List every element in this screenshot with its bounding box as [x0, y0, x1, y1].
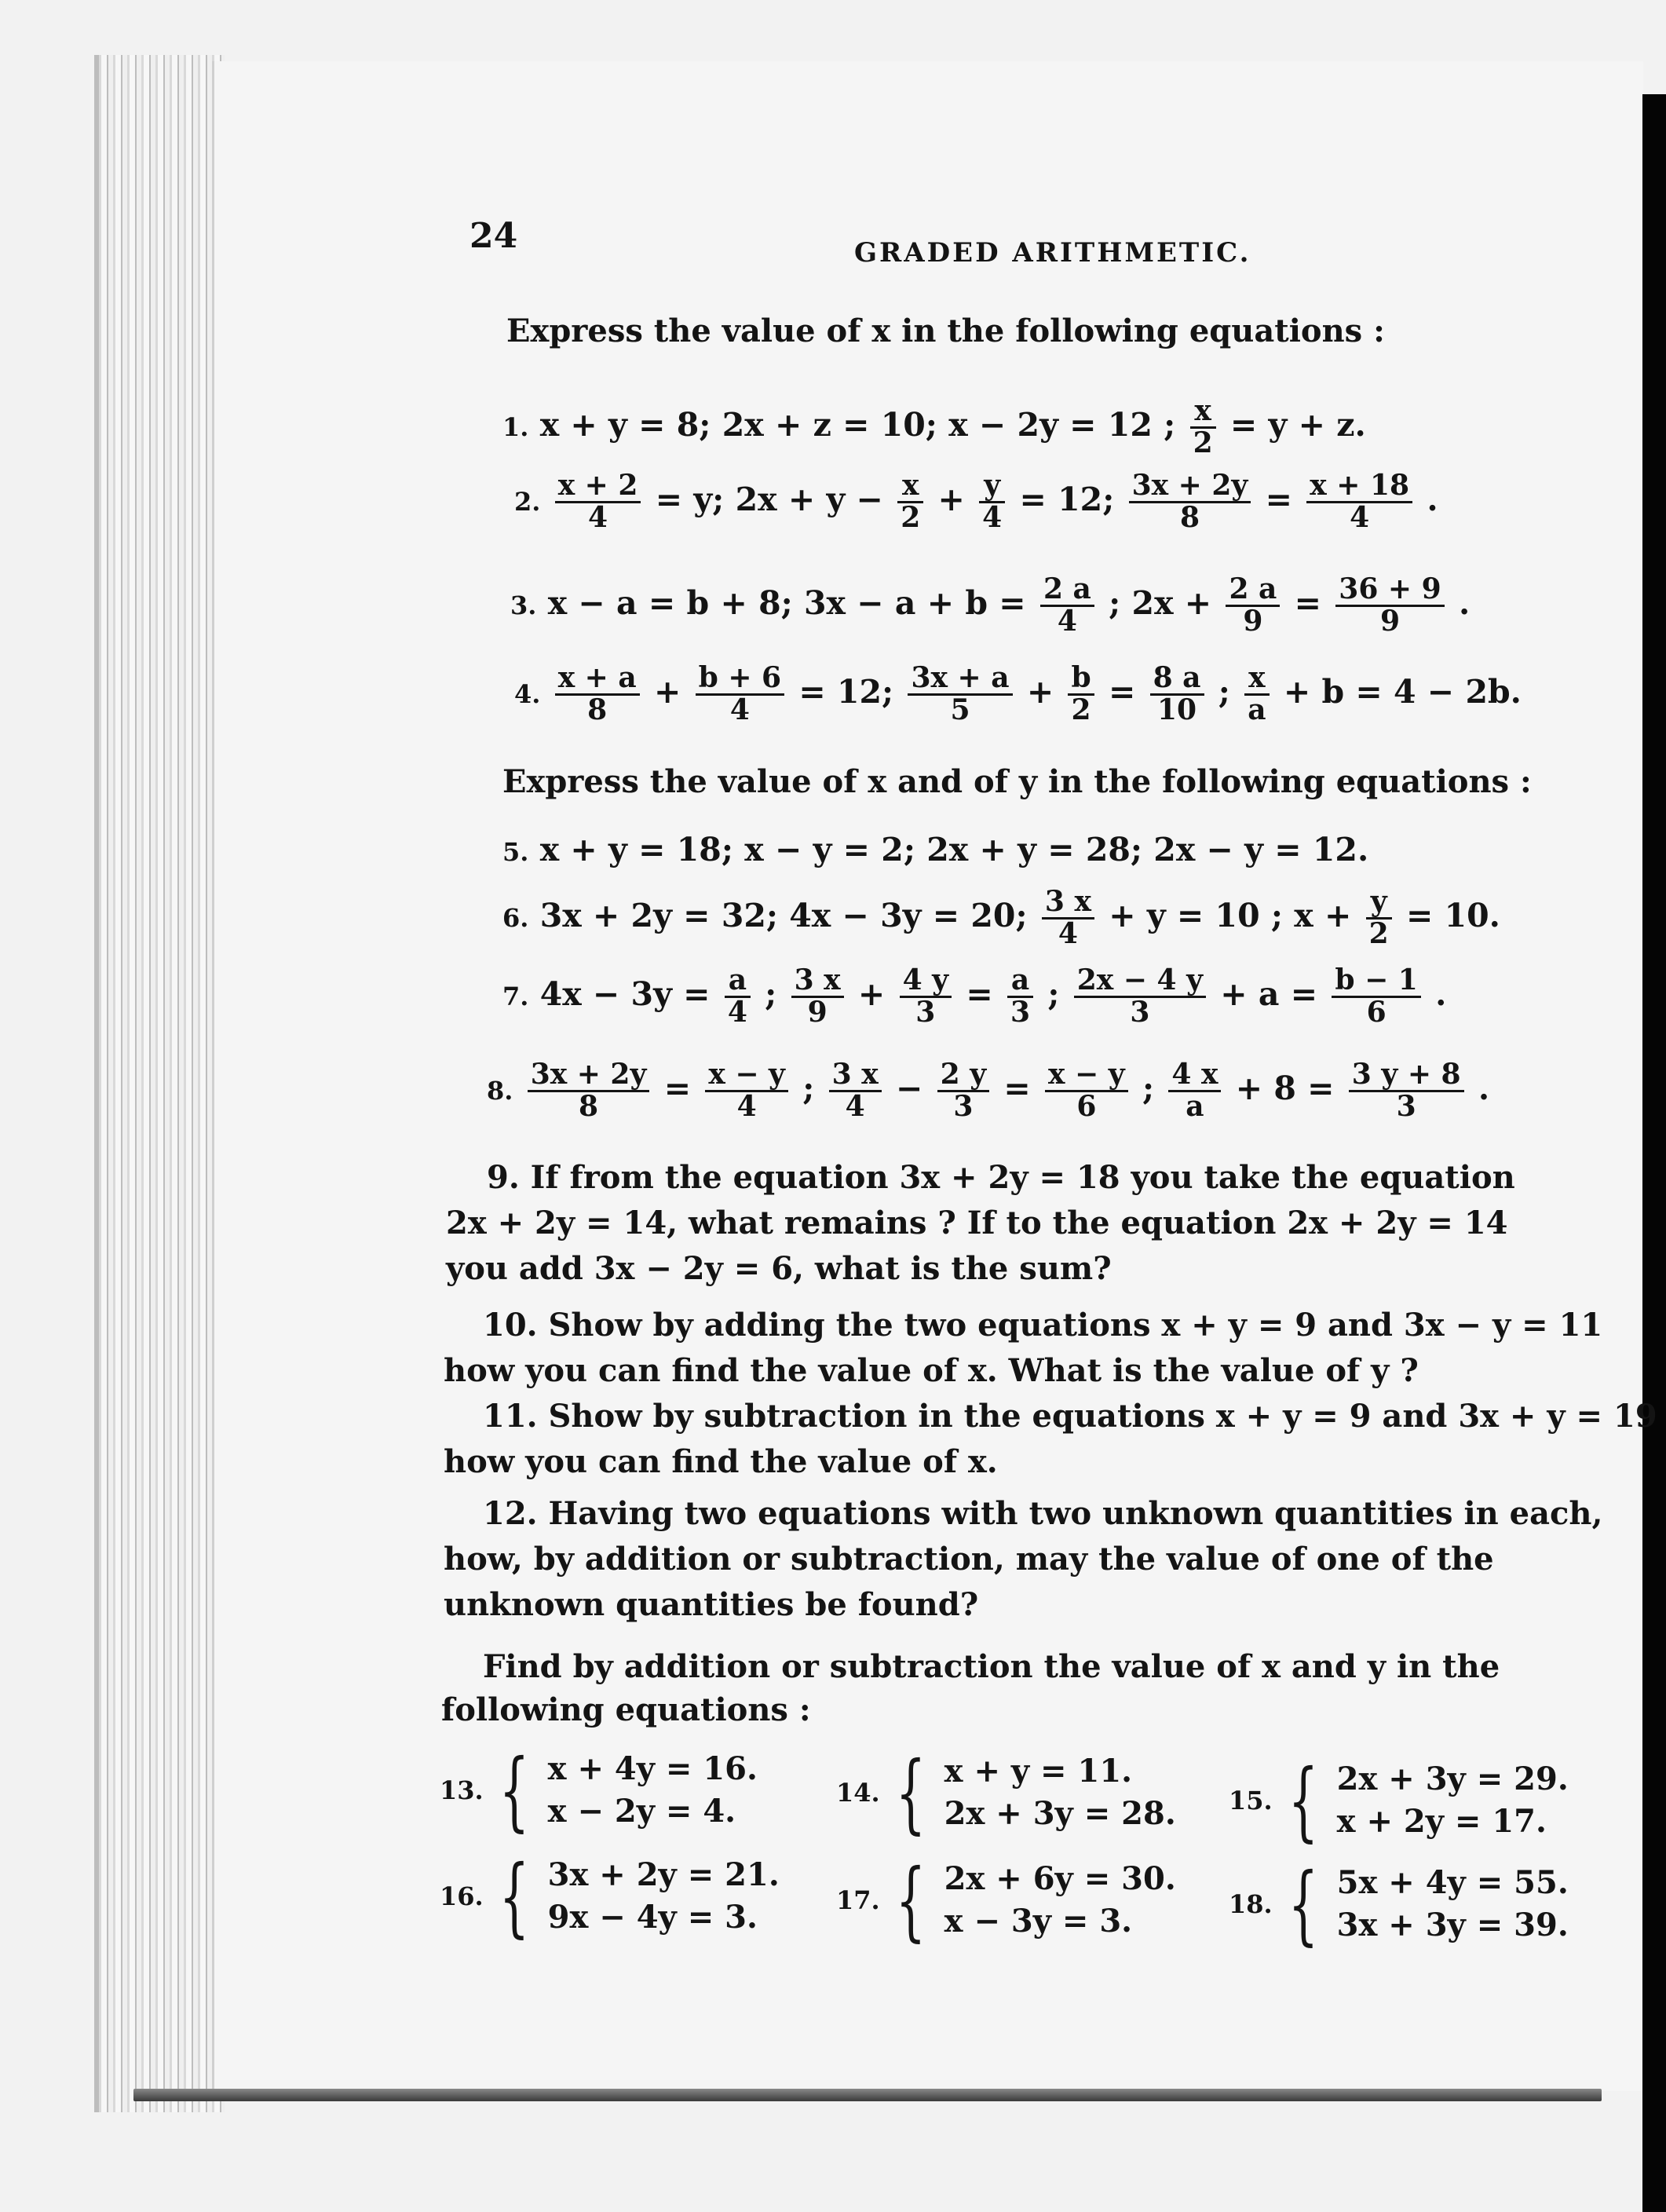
page-number: 24 [469, 216, 518, 256]
equation-text: + a = [1220, 974, 1318, 1013]
page-edge-stack [94, 55, 225, 2112]
equation-text: = 12; [1019, 480, 1115, 518]
fraction: $\frac{a}{4}$ [725, 966, 751, 1028]
instruction-2: Express the value of x and of y in the following equations : [502, 763, 1532, 800]
equation-text: + [1026, 672, 1054, 711]
system-equation: 3x + 3y = 39. [1336, 1907, 1569, 1943]
equation-text: = [1294, 583, 1321, 622]
problem-number: 18. [1229, 1889, 1273, 1919]
fraction: $\frac{2 a}{4}$ [1040, 575, 1094, 637]
problem-number: 6. [502, 902, 529, 933]
fraction: $\frac{x}{2}$ [1190, 397, 1216, 459]
system-equation: x + 2y = 17. [1336, 1803, 1547, 1840]
problem-number: 13. [440, 1775, 484, 1805]
fraction: $\frac{2 y}{3}$ [937, 1060, 990, 1122]
equation-text: x + y = 18; x − y = 2; 2x + y = 28; 2x − y = 12. [539, 831, 1369, 868]
problem-number: 1. [502, 411, 529, 442]
problem-9-line-2: 2x + 2y = 14, what remains ? If to the equation 2x + 2y = 14 [446, 1205, 1508, 1241]
system-18 [1229, 1854, 1569, 1954]
system-equation: x − 2y = 4. [547, 1793, 736, 1830]
equation-text: ; 2x + [1109, 583, 1212, 622]
problem-11-line-2: how you can find the value of x. [444, 1443, 998, 1480]
page-bottom-edge [133, 2089, 1602, 2101]
system-equation: 2x + 3y = 29. [1336, 1760, 1569, 1797]
fraction: $\frac{2x - 4 y}{3}$ [1074, 966, 1206, 1028]
problem-number: 4. [514, 678, 541, 709]
system-equation: x − 3y = 3. [944, 1903, 1133, 1940]
system-13 [440, 1740, 758, 1841]
brace-icon: { [499, 1846, 529, 1947]
equation-row-8 [487, 1060, 1489, 1122]
instruction-3-line-1: Find by addition or subtraction the value of x and y in the [483, 1648, 1500, 1685]
fraction: $\frac{3x + 2y}{8}$ [528, 1060, 650, 1122]
problem-10-line-2: how you can find the value of x. What is the value of y ? [444, 1352, 1419, 1389]
equation-text: ; [1047, 974, 1060, 1013]
equation-text: + [654, 672, 681, 711]
problem-number: 7. [502, 981, 529, 1011]
system-16 [440, 1846, 780, 1947]
fraction: $\frac{3 y + 8}{3}$ [1349, 1060, 1464, 1122]
fraction: $\frac{4 y}{3}$ [900, 966, 952, 1028]
problem-11-line-1: 11. Show by subtraction in the equations x + y = 9 and 3x + y = 19 [483, 1398, 1657, 1435]
fraction: $\frac{b - 1}{6}$ [1332, 966, 1420, 1028]
brace-icon: { [499, 1740, 529, 1841]
fraction: $\frac{b}{2}$ [1068, 664, 1094, 726]
problem-9-line-3: you add 3x − 2y = 6, what is the sum? [446, 1250, 1112, 1287]
problem-10-line-1: 10. Show by adding the two equations x + y = 9 and 3x − y = 11 [483, 1307, 1603, 1344]
equation-text: ; [802, 1069, 815, 1107]
system-equation: 3x + 2y = 21. [547, 1856, 780, 1893]
equation-text: x + y = 8; 2x + z = 10; x − 2y = 12 ; [539, 405, 1176, 444]
equation-text: = [1003, 1069, 1031, 1107]
equation-text: = 12; [798, 672, 894, 711]
fraction: $\frac{36 + 9}{9}$ [1335, 575, 1444, 637]
fraction: $\frac{3 x}{4}$ [829, 1060, 882, 1122]
brace-icon: { [895, 1850, 926, 1951]
equation-text: . [1435, 974, 1447, 1013]
system-equation: x + 4y = 16. [547, 1750, 758, 1787]
fraction: $\frac{y}{2}$ [1366, 887, 1392, 949]
instruction-3-line-2: following equations : [441, 1691, 811, 1728]
system-equation: 5x + 4y = 55. [1336, 1864, 1569, 1901]
equation-text: ; [1142, 1069, 1155, 1107]
fraction: $\frac{y}{4}$ [979, 471, 1005, 533]
equation-row-6 [502, 887, 1500, 949]
system-equation: x + y = 11. [944, 1753, 1133, 1790]
system-14 [836, 1742, 1176, 1843]
equation-row-3 [510, 572, 1471, 638]
system-equation: 9x − 4y = 3. [547, 1899, 758, 1936]
fraction: $\frac{x + 2}{4}$ [555, 471, 641, 533]
equation-text: + [937, 480, 965, 518]
fraction: $\frac{8 a}{10}$ [1150, 664, 1204, 726]
system-17 [836, 1850, 1176, 1951]
problem-12-line-3: unknown quantities be found? [444, 1586, 979, 1623]
equation-row-1 [502, 394, 1366, 459]
problem-number: 3. [510, 590, 537, 620]
equation-text: − [895, 1069, 923, 1107]
problem-number: 5. [502, 837, 529, 867]
fraction: $\frac{3 x}{4}$ [1042, 887, 1094, 949]
equation-text: 3x + 2y = 32; 4x − 3y = 20; [539, 896, 1028, 934]
system-15 [1229, 1750, 1569, 1851]
equation-text: + [857, 974, 886, 1013]
equation-row-2 [514, 471, 1438, 533]
equation-row-7 [502, 963, 1447, 1029]
equation-text: ; [1218, 672, 1230, 711]
equation-text: + 8 = [1235, 1069, 1335, 1107]
problem-9-line-1: 9. If from the equation 3x + 2y = 18 you take the equation [487, 1159, 1515, 1196]
equation-text: = [1265, 480, 1292, 518]
equation-text: x − a = b + 8; 3x − a + b = [547, 583, 1026, 622]
problem-number: 16. [440, 1881, 484, 1911]
equation-text: = y; 2x + y − [655, 480, 883, 518]
problem-number: 8. [487, 1075, 513, 1106]
equation-text: . [1458, 583, 1471, 622]
equation-text: = y + z. [1229, 405, 1366, 444]
equation-text: = [1108, 672, 1136, 711]
fraction: $\frac{3x + 2y}{8}$ [1129, 471, 1251, 533]
equation-text: + y = 10 ; x + [1109, 896, 1352, 934]
dark-background-edge [1642, 94, 1666, 2212]
fraction: $\frac{3x + a}{5}$ [908, 664, 1012, 726]
brace-icon: { [895, 1742, 926, 1843]
fraction: $\frac{x}{2}$ [897, 471, 923, 533]
equation-text: = 10. [1406, 896, 1500, 934]
fraction: $\frac{4 x}{a}$ [1168, 1060, 1221, 1122]
equation-text: 4x − 3y = [539, 974, 711, 1013]
problem-number: 15. [1229, 1786, 1273, 1815]
fraction: $\frac{x - y}{4}$ [705, 1060, 788, 1122]
brace-icon: { [1288, 1750, 1318, 1851]
problem-number: 14. [836, 1778, 880, 1808]
fraction: $\frac{x}{a}$ [1244, 664, 1269, 726]
fraction: $\frac{b + 6}{4}$ [696, 664, 784, 726]
problem-number: 2. [514, 486, 541, 517]
equation-text: + b = 4 − 2b. [1283, 672, 1522, 711]
equation-row-4 [514, 661, 1522, 726]
brace-icon: { [1288, 1854, 1318, 1954]
equation-text: ; [765, 974, 777, 1013]
equation-text: . [1427, 480, 1438, 518]
fraction: $\frac{x - y}{6}$ [1045, 1060, 1128, 1122]
running-head: GRADED ARITHMETIC. [854, 237, 1251, 269]
equation-row-5 [502, 831, 1368, 868]
problem-12-line-2: how, by addition or subtraction, may the value of one of the [444, 1541, 1494, 1578]
system-equation: 2x + 6y = 30. [944, 1860, 1176, 1897]
fraction: $\frac{a}{3}$ [1007, 966, 1033, 1028]
equation-text: = [663, 1069, 692, 1107]
fraction: $\frac{2 a}{9}$ [1226, 575, 1280, 637]
problem-number: 17. [836, 1885, 880, 1915]
equation-text: = [966, 974, 993, 1013]
system-equation: 2x + 3y = 28. [944, 1795, 1176, 1832]
instruction-1: Express the value of x in the following equations : [506, 313, 1385, 349]
equation-text: . [1478, 1069, 1490, 1107]
fraction: $\frac{x + 18}{4}$ [1306, 471, 1412, 533]
fraction: $\frac{3 x}{9}$ [791, 966, 844, 1028]
fraction: $\frac{x + a}{8}$ [555, 664, 640, 726]
problem-12-line-1: 12. Having two equations with two unknown quantities in each, [483, 1495, 1603, 1532]
